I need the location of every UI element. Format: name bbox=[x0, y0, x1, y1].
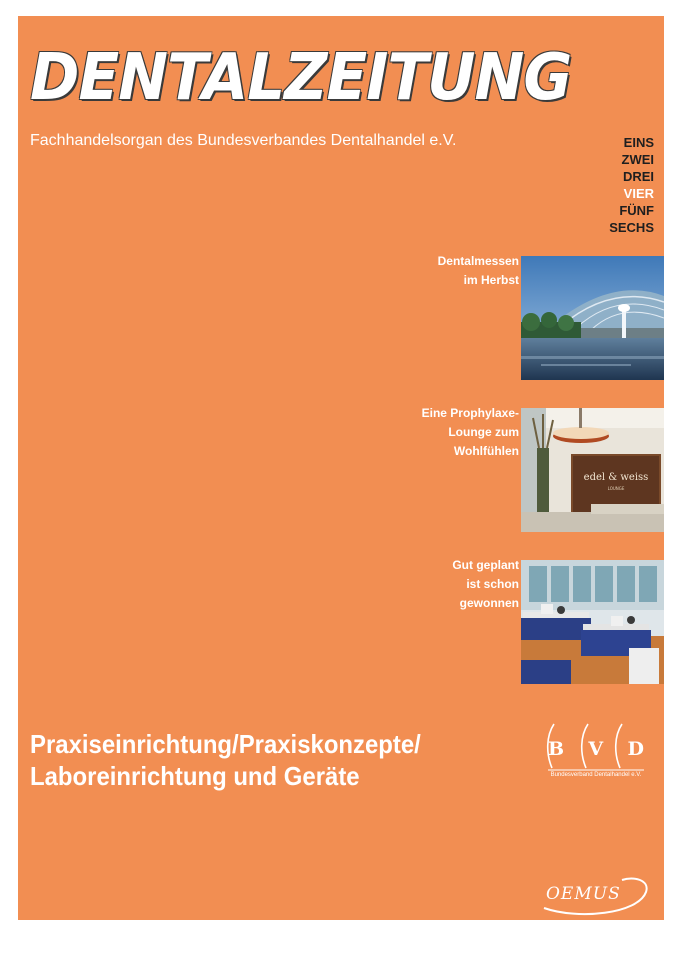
magazine-cover bbox=[18, 16, 664, 920]
issue-label: FÜNF bbox=[619, 203, 654, 218]
magazine-title: DENTALZEITUNG bbox=[30, 41, 572, 115]
oemus-logo bbox=[538, 874, 650, 918]
teaser-gut-geplant[interactable] bbox=[18, 556, 519, 613]
lounge-sign-sub: LOUNGE bbox=[607, 486, 625, 491]
teaser-line: im Herbst bbox=[463, 273, 519, 287]
topic-line: Praxiseinrichtung/Praxiskonzepte/ bbox=[30, 729, 421, 759]
magazine-subtitle: Fachhandelsorgan des Bundesverbandes Dentalhandel e.V. bbox=[30, 132, 457, 149]
bvd-logo bbox=[544, 720, 648, 788]
cover-topics bbox=[30, 728, 455, 792]
teaser-line: ist schon bbox=[466, 577, 519, 591]
issue-number-list bbox=[609, 134, 654, 236]
issue-label: ZWEI bbox=[621, 152, 654, 167]
teaser-line: Eine Prophylaxe- bbox=[421, 406, 519, 420]
teaser-prophylaxe-lounge[interactable] bbox=[18, 404, 519, 461]
oemus-wordmark: OEMUS bbox=[546, 884, 621, 904]
bvd-letter: V bbox=[588, 738, 604, 760]
teaser-line: Lounge zum bbox=[448, 425, 519, 439]
issue-label: DREI bbox=[622, 169, 654, 184]
teaser-line: gewonnen bbox=[459, 596, 519, 610]
topic-line: Laboreinrichtung und Geräte bbox=[30, 761, 360, 791]
teaser-line: Gut geplant bbox=[452, 558, 519, 572]
bvd-caption: Bundesverband Dentalhandel e.V. bbox=[550, 772, 642, 778]
teaser-line: Dentalmessen bbox=[437, 254, 519, 268]
lounge-photo bbox=[521, 408, 664, 532]
current-issue-label: VIER bbox=[623, 186, 654, 201]
lounge-sign: edel & weiss bbox=[583, 472, 649, 483]
issue-label: EINS bbox=[623, 135, 654, 150]
dental-lab-photo bbox=[521, 560, 664, 684]
trade-fair-photo bbox=[521, 256, 664, 380]
bvd-letter: D bbox=[627, 738, 644, 760]
bvd-letter: B bbox=[548, 738, 565, 760]
issue-label: SECHS bbox=[609, 220, 654, 235]
teaser-line: Wohlfühlen bbox=[453, 444, 519, 458]
teaser-dentalmessen[interactable] bbox=[18, 252, 519, 290]
